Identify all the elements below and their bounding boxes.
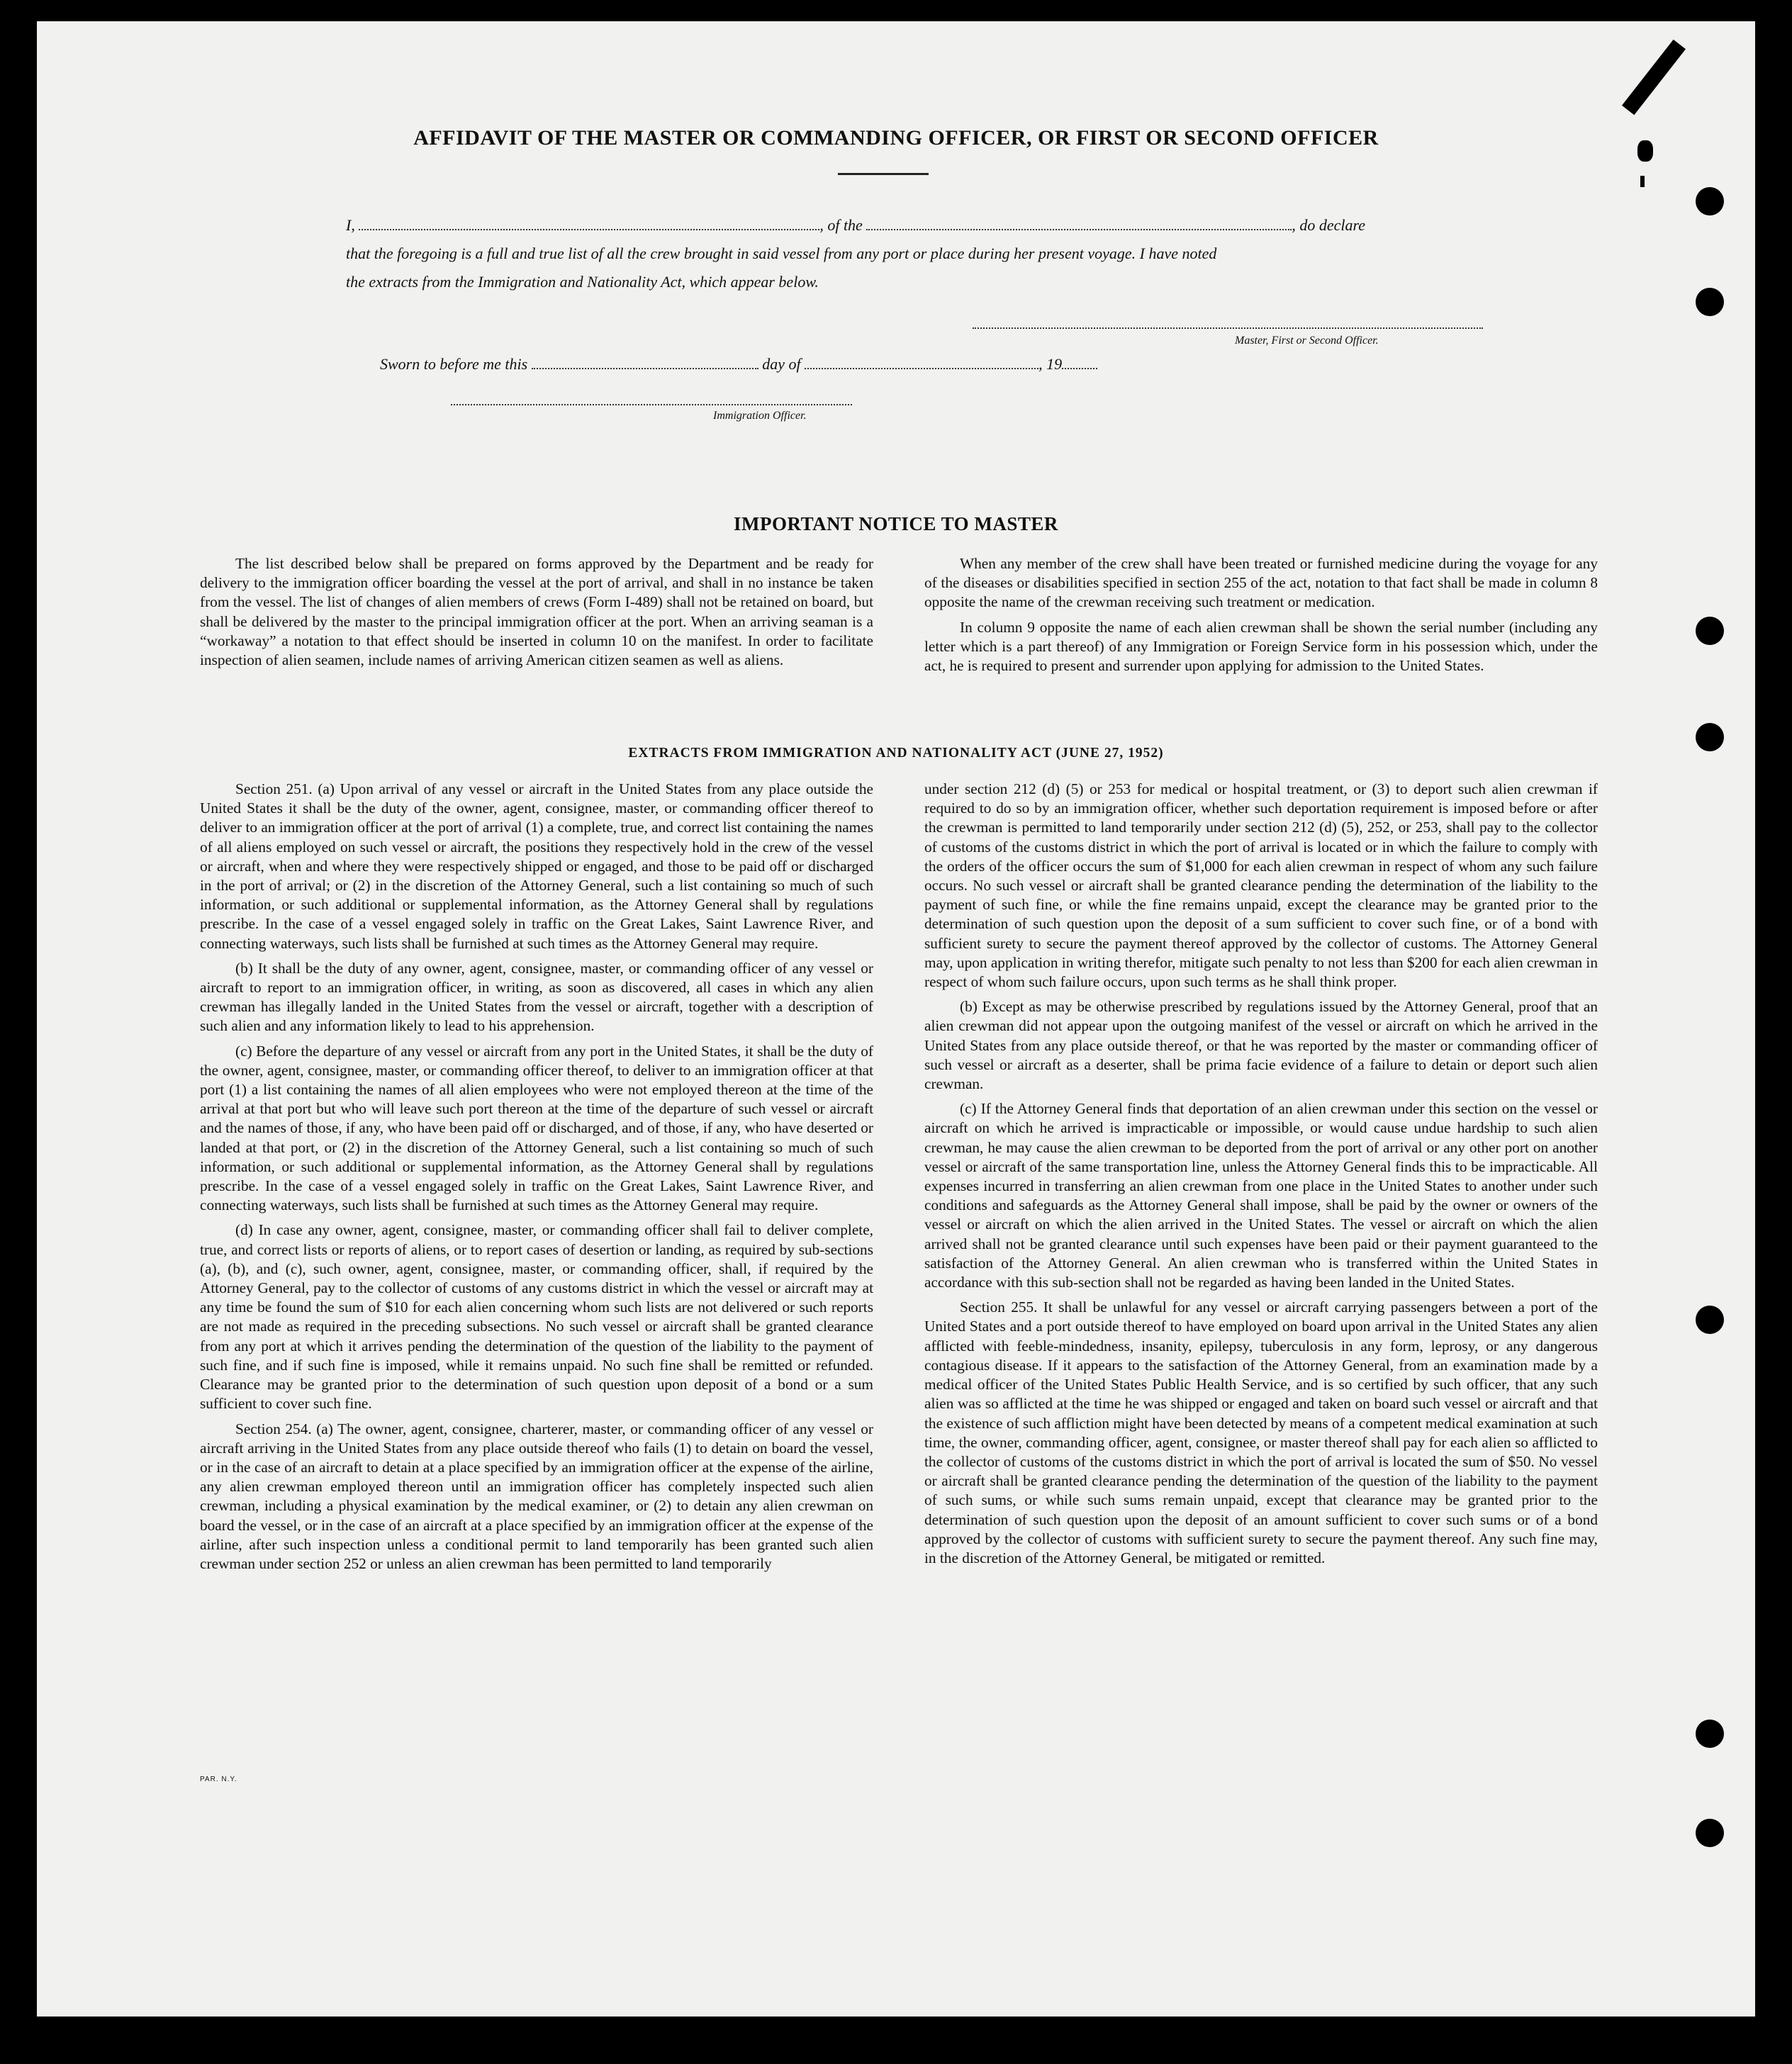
extracts-title: EXTRACTS FROM IMMIGRATION AND NATIONALITY ACT (JUNE 27, 1952) bbox=[628, 746, 1164, 761]
notice-paragraph: In column 9 opposite the name of each alien crewman shall be shown the serial number (including any letter which is a part thereof) of any Immigration or Foreign Service form in his possession which, under the act, he is required to present and surrender upon applying for admission to the United States. bbox=[924, 618, 1598, 675]
extract-paragraph: Section 255. It shall be unlawful for any vessel or aircraft carrying passengers between a port of the United States and a port outside thereof to have employed on board upon arrival in the United States any alien afflicted with feeble-mindedness, insanity, epilepsy, tuberculosis in any form, leprosy, or any dangerous contagious disease. If it appears to the satisfaction of the Attorney General, from an examination made by a medical officer of the United States Public Health Service, and is so certified by such officer, that any such alien was so afflicted at the time he was shipped or engaged and taken on board such vessel or aircraft and that the existence of such affliction might have been detected by means of a competent medical examination at such time, the owner, commanding officer, agent, consignee, or master thereof shall pay for each alien so afflicted to the collector of customs of the customs district in which the port of arrival is located the sum of $50. No vessel or aircraft shall be granted clearance pending the determination of the question of the liability to the payment of such sums, or while such sums remain unpaid, except that clearance may be granted prior to the determination of such question upon the deposit of an amount sufficient to cover such sums or of a bond approved by the collector of customs with sufficient surety to secure the payment thereof. Any such fine may, in the discretion of the Attorney General, be mitigated or remitted. bbox=[924, 1299, 1598, 1566]
declaration-line-1 bbox=[346, 211, 1483, 240]
notice-paragraph: When any member of the crew shall have been treated or furnished medicine during the voyage for any of the diseases or disabilities specified in section 255 of the act, notation to that fact shall be made in column 8 opposite the name of the crewman receiving such treatment or medication. bbox=[924, 555, 1598, 611]
title-divider bbox=[838, 173, 929, 175]
extract-paragraph: (d) In case any owner, agent, consignee, master, or commanding officer shall fail to deliver complete, true, and correct lists or reports of aliens, or to report cases of desertion or landing, as required by sub-sections (a), (b), and (c), such owner, agent, consignee, master, or commanding officer, shall, if required by the Attorney General, pay to the collector of customs of any customs district in which the vessel or aircraft may at any time be found the sum of $10 for each alien concerning whom such lists are not delivered or such reports are not made as required in the preceding subsections. No such vessel or aircraft shall be granted clearance from any port at which it arrives pending the determination of the question of the liability to the payment of such fine, and if such fine is imposed, while it remains unpaid. No such fine shall be remitted or refunded. Clearance may be granted prior to the determination of such question upon deposit of a bond or a sum sufficient to cover such fine. bbox=[200, 1221, 873, 1413]
day-of-label: day of bbox=[762, 355, 801, 373]
binder-hole bbox=[1696, 187, 1724, 215]
officer-signature-caption: Immigration Officer. bbox=[713, 410, 807, 422]
extract-paragraph: (c) If the Attorney General finds that deportation of an alien crewman under this section on the vessel or aircraft on which he arrived is impracticable or impossible, or would cause undue hardship to such alien crewman, he may cause the alien crewman to be deported from the port of arrival or any other port on another vessel or aircraft of the same transportation line, unless the Attorney General finds this to be impracticable. All expenses incurred in transferring an alien crewman from one place in the United States to another under such conditions and safeguards as the Attorney General shall impose, shall be paid by the owner or owners of the vessel or aircraft on which the alien arrived in the United States. The vessel or aircraft on which the alien arrived shall not be granted clearance until such expenses have been paid or their payment guaranteed to the satisfaction of the Attorney General. An alien crewman who is transferred within the United States in accordance with this sub-section shall not be regarded as having been landed in the United States. bbox=[924, 1100, 1598, 1291]
extract-paragraph: (c) Before the departure of any vessel or aircraft from any port in the United States, it shall be the duty of the owner, agent, consignee, master, or commanding officer thereof, to deliver to an immigration officer at that port (1) a list containing the names of all alien employees who were not employed thereon at the time of the arrival at that port but who will leave such port thereon at the time of the departure of such vessel or aircraft and the names of those, if any, who have been paid off or discharged, and of those, if any, who have deserted or landed at that port, or (2) in the discretion of the Attorney General, such a list containing so much of such information, or such additional or supplemental information, as the Attorney General shall by regulations prescribe. In the case of a vessel engaged solely in traffic on the Great Lakes, Saint Lawrence River, and connecting waterways, such lists shall be furnished at such times as the Attorney General may require. bbox=[200, 1042, 873, 1214]
extracts-right-column bbox=[924, 780, 1598, 1574]
master-signature-caption: Master, First or Second Officer. bbox=[1235, 335, 1379, 347]
officer-signature-line bbox=[451, 404, 852, 405]
sworn-month-blank bbox=[805, 355, 1038, 369]
master-signature-line bbox=[973, 327, 1483, 329]
sworn-day-blank bbox=[532, 355, 758, 369]
declaration-i: I, bbox=[346, 216, 355, 234]
notice-left-column bbox=[200, 554, 873, 675]
corner-mark bbox=[1640, 176, 1645, 187]
printer-mark: PAR. N.Y. bbox=[200, 1776, 237, 1783]
extract-paragraph: Section 251. (a) Upon arrival of any vessel or aircraft in the United States from any place outside the United States it shall be the duty of the owner, agent, consignee, master, or commanding officer thereof to deliver to an immigration officer at the port of arrival (1) a complete, true, and correct list containing the names of all aliens employed on such vessel or aircraft, the positions they respectively hold in the crew of the vessel or aircraft, when and where they were respectively shipped or engaged, and those to be paid off or discharged in the port of arrival; or (2) in the discretion of the Attorney General, such a list containing so much of such information, or such additional or supplemental information, as the Attorney General shall by regulations prescribe. In the case of a vessel engaged solely in traffic on the Great Lakes, Saint Lawrence River, and connecting waterways, such lists shall be furnished at such times as the Attorney General may require. bbox=[200, 780, 873, 952]
sworn-label: Sworn to before me this bbox=[380, 355, 528, 373]
declaration-block bbox=[346, 211, 1483, 296]
declaration-declare: , do declare bbox=[1292, 216, 1365, 234]
document-page bbox=[37, 21, 1755, 2017]
binder-hole bbox=[1696, 1819, 1724, 1847]
vessel-blank bbox=[866, 216, 1292, 230]
binder-hole bbox=[1696, 617, 1724, 645]
year-blank bbox=[1062, 355, 1097, 369]
declaration-of-the: , of the bbox=[819, 216, 863, 234]
declaration-line-3: the extracts from the Immigration and Nationality Act, which appear below. bbox=[346, 273, 819, 291]
corner-mark bbox=[1622, 40, 1686, 116]
extracts-left-column bbox=[200, 780, 873, 1579]
notice-right-column bbox=[924, 554, 1598, 681]
binder-hole bbox=[1696, 288, 1724, 316]
extract-paragraph: under section 212 (d) (5) or 253 for medical or hospital treatment, or (3) to deport such alien crewman if required to do so by an immigration officer, whether such deportation requirement is imposed before or after the crewman is permitted to land temporarily under section 212 (d) (5), 252, or 253, shall pay to the collector of customs of the customs district in which the port of arrival is located or in which the failure to comply with the orders of the officer occurs the sum of $1,000 for each alien crewman in respect of whom any such failure occurs. No such vessel or aircraft shall be granted clearance pending the determination of the liability to the payment of such fine, or while the fine remains unpaid, except the clearance may be granted prior to the determination of such question upon the deposit of a sum sufficient to cover such fine, or of a bond with sufficient surety to secure the payment thereof approved by the collector of customs. The Attorney General may, upon application in writing therefor, mitigate such penalty to not less than $200 for each alien crewman in respect of whom such failure occurs, upon such terms as he shall think proper. bbox=[924, 780, 1598, 991]
affidavit-title: AFFIDAVIT OF THE MASTER OR COMMANDING OFFICER, OR FIRST OR SECOND OFFICER bbox=[413, 126, 1379, 150]
sworn-line bbox=[380, 350, 1301, 378]
binder-hole bbox=[1696, 1720, 1724, 1748]
extract-paragraph: (b) It shall be the duty of any owner, agent, consignee, master, or commanding officer of any vessel or aircraft to report to an immigration officer, in writing, as soon as discovered, all cases in which any alien crewman has illegally landed in the United States from the vessel or aircraft, together with a description of such alien and any information likely to lead to his apprehension. bbox=[200, 959, 873, 1035]
notice-paragraph: The list described below shall be prepared on forms approved by the Department and be ready for delivery to the immigration officer boarding the vessel at the port of arrival, and shall in no instance be taken from the vessel. The list of changes of alien members of crews (Form I-489) shall not be retained on board, but shall be delivered by the master to the principal immigration officer at the port. When an arriving seaman is a “workaway” a notation to that effect should be inserted in column 10 on the manifest. In order to facilitate inspection of alien seamen, include names of arriving American citizen seamen as well as aliens. bbox=[200, 555, 873, 669]
year-label: , 19 bbox=[1038, 355, 1063, 373]
extract-paragraph: (b) Except as may be otherwise prescribed by regulations issued by the Attorney General, proof that an alien crewman did not appear upon the outgoing manifest of the vessel or aircraft on which he arrived in the United States from any place outside thereof, or that he was reported by the master or commanding officer of such vessel or aircraft as a deserter, shall be prima facie evidence of a failure to detain or deport such alien crewman. bbox=[924, 998, 1598, 1093]
declaration-line-2: that the foregoing is a full and true list of all the crew brought in said vessel from any port or place during her present voyage. I have noted bbox=[346, 245, 1217, 262]
extract-paragraph: Section 254. (a) The owner, agent, consignee, charterer, master, or commanding officer of any vessel or aircraft arriving in the United States from any place outside thereof who fails (1) to detain on board the vessel, or in the case of an aircraft to detain at a place specified by an immigration officer at the expense of the airline, any alien crewman employed thereon until an immigration officer has completely inspected such alien crewman, including a physical examination by the medical examiner, or (2) to detain any alien crewman on board the vessel, or in the case of an aircraft at a place specified by an immigration officer at the expense of the airline, after such inspection unless a conditional permit to land temporarily has been granted such alien crewman under section 252 or unless an alien crewman has been permitted to land temporarily bbox=[200, 1420, 873, 1572]
name-blank bbox=[359, 216, 819, 230]
binder-hole bbox=[1696, 1306, 1724, 1334]
notice-title: IMPORTANT NOTICE TO MASTER bbox=[734, 513, 1058, 534]
